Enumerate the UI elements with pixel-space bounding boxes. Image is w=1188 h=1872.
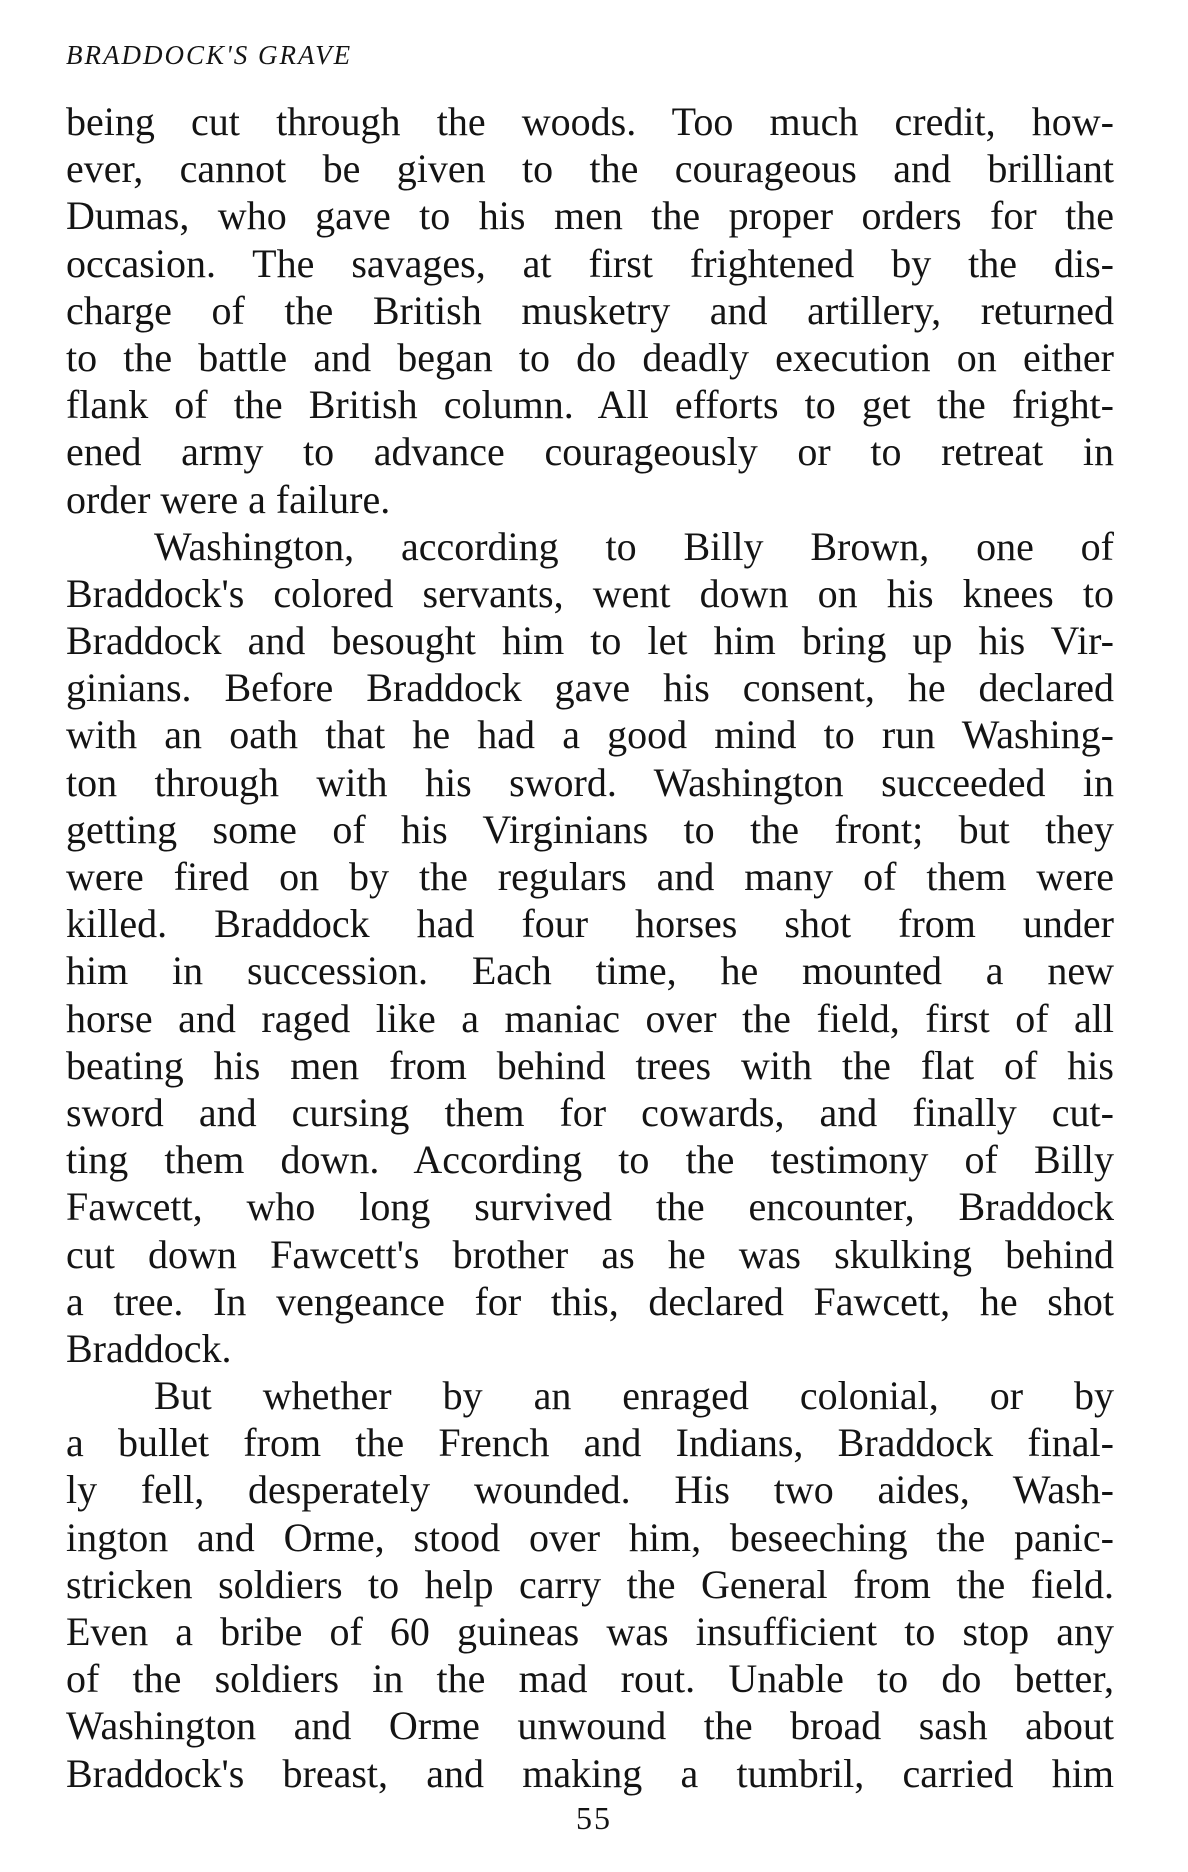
page-number: 55: [576, 1800, 612, 1836]
body-text: [66, 98, 1114, 1797]
text-line: ton through with his sword. Washington succeeded in: [66, 759, 1114, 805]
text-line: a tree. In vengeance for this, declared Fawcett, he shot: [66, 1278, 1114, 1324]
text-line: flank of the British column. All efforts to get the fright-: [66, 382, 1114, 428]
running-head: BRADDOCK'S GRAVE: [66, 40, 353, 70]
text-line: sword and cursing them for cowards, and finally cut-: [66, 1089, 1114, 1135]
text-line: killed. Braddock had four horses shot from under: [66, 901, 1114, 947]
text-line: Braddock's breast, and making a tumbril, carried him: [66, 1750, 1114, 1796]
text-line: to the battle and began to do deadly execution on either: [66, 334, 1114, 380]
text-line: horse and raged like a maniac over the field, first of all: [66, 995, 1114, 1041]
paragraph-start-line: Washington, according to Billy Brown, one of: [154, 523, 1114, 569]
text-line: ting them down. According to the testimony of Billy: [66, 1137, 1114, 1183]
text-line: Fawcett, who long survived the encounter, Braddock: [66, 1184, 1114, 1230]
text-line: ly fell, desperately wounded. His two aides, Wash-: [66, 1467, 1114, 1513]
text-line: occasion. The savages, at first frightened by the dis-: [66, 240, 1114, 286]
text-line: getting some of his Virginians to the front; but they: [66, 806, 1114, 852]
paragraph-start-line: But whether by an enraged colonial, or by: [154, 1373, 1114, 1419]
text-line: ever, cannot be given to the courageous and brilliant: [66, 146, 1114, 192]
text-line: him in succession. Each time, he mounted a new: [66, 948, 1114, 994]
text-line: ington and Orme, stood over him, beseeching the panic-: [66, 1514, 1114, 1560]
text-line: with an oath that he had a good mind to run Washing-: [66, 712, 1114, 758]
paragraph-end-line: order were a failure.: [66, 476, 391, 522]
text-line: ginians. Before Braddock gave his consent, he declared: [66, 665, 1114, 711]
text-line: beating his men from behind trees with the flat of his: [66, 1042, 1114, 1088]
text-line: Even a bribe of 60 guineas was insufficient to stop any: [66, 1609, 1114, 1654]
text-line: Washington and Orme unwound the broad sash about: [66, 1703, 1114, 1749]
text-line: Dumas, who gave to his men the proper orders for the: [66, 193, 1114, 239]
paragraph-end-line: Braddock.: [66, 1325, 232, 1371]
text-line: being cut through the woods. Too much credit, how-: [66, 99, 1114, 144]
text-line: cut down Fawcett's brother as he was skulking behind: [66, 1231, 1114, 1277]
text-line: were fired on by the regulars and many of them were: [66, 854, 1114, 899]
text-line: of the soldiers in the mad rout. Unable to do better,: [66, 1656, 1114, 1702]
text-line: Braddock and besought him to let him bring up his Vir-: [66, 618, 1114, 664]
text-line: a bullet from the French and Indians, Braddock final-: [66, 1420, 1114, 1466]
text-line: ened army to advance courageously or to retreat in: [66, 429, 1114, 475]
text-line: charge of the British musketry and artillery, returned: [66, 287, 1114, 333]
text-line: Braddock's colored servants, went down on his knees to: [66, 570, 1114, 616]
text-line: stricken soldiers to help carry the General from the field.: [66, 1561, 1114, 1607]
